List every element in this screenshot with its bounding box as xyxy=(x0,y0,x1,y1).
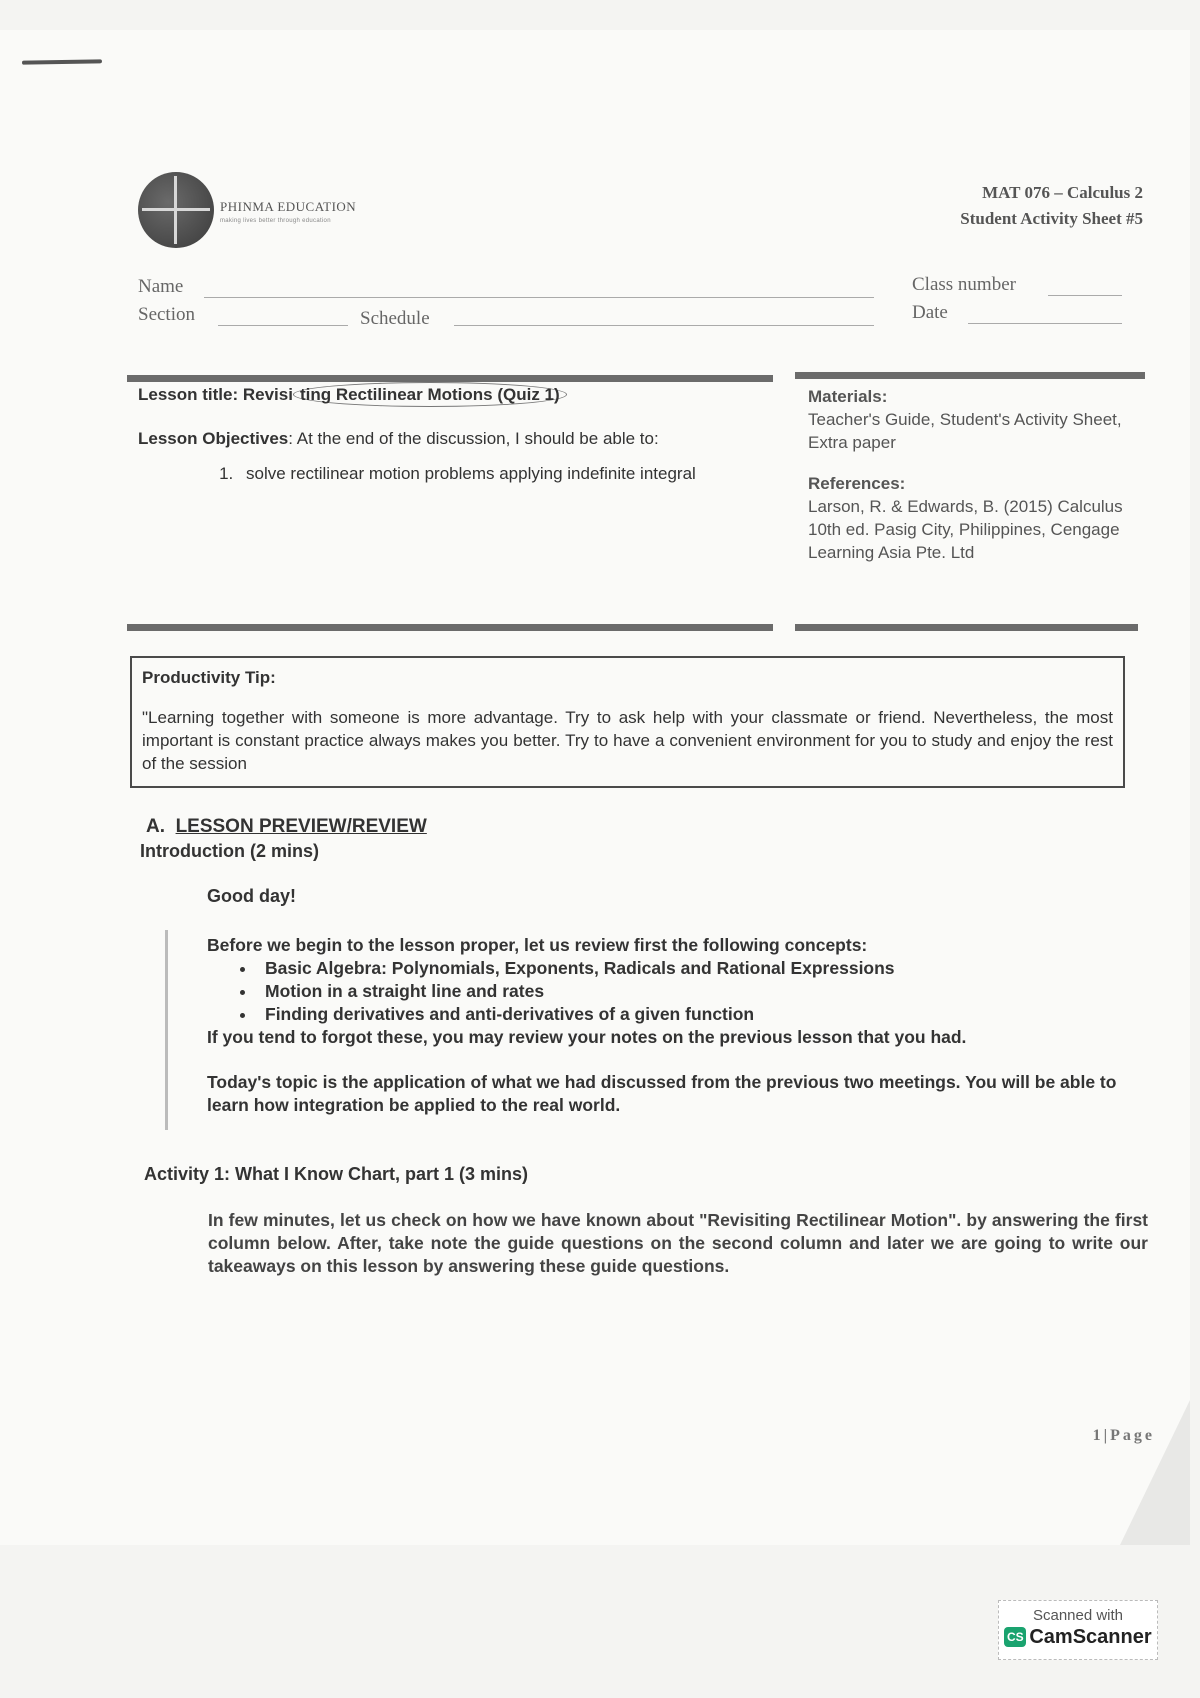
logo-tagline: making lives better through education xyxy=(220,218,331,224)
materials-references xyxy=(808,385,1128,564)
camscanner-name: CS CamScanner xyxy=(999,1626,1157,1649)
references-text: Larson, R. & Edwards, B. (2015) Calculus 10th ed. Pasig City, Philippines, Cengage Learning Asia Pte. Ltd xyxy=(808,497,1123,562)
greeting: Good day! xyxy=(207,886,296,906)
todays-topic: Today's topic is the application of what we had discussed from the previous two meetings. You will be able to learn how integration be applied to the real world. xyxy=(207,1072,1117,1115)
date-field[interactable] xyxy=(912,302,1132,328)
course-code: MAT 076 – Calculus 2 xyxy=(982,183,1143,202)
materials-label: Materials: xyxy=(808,387,888,406)
review-note: If you tend to forgot these, you may review your notes on the previous lesson that you had. xyxy=(207,1027,967,1047)
lesson-top-bar xyxy=(127,375,773,382)
page-fold xyxy=(1120,1400,1190,1545)
schedule-label: Schedule xyxy=(360,308,430,329)
logo-globe-icon xyxy=(138,172,214,248)
scanned-with-text: Scanned with xyxy=(1032,1607,1124,1624)
concept-item: • Motion in a straight line and rates xyxy=(257,980,1147,1003)
objective-item: 1. solve rectilinear motion problems applying indefinite integral xyxy=(238,462,763,485)
materials-bottom-bar xyxy=(795,624,1138,631)
materials-top-bar xyxy=(795,372,1145,379)
tip-body: "Learning together with someone is more advantage. Try to ask help with your classmate or friend. Nevertheless, the most important is constant practice always makes you better. Try to have a convenient environment for you to study and enjoy the rest of the session xyxy=(142,708,1113,773)
review-intro: Before we begin to the lesson proper, let us review first the following concepts: xyxy=(207,935,868,955)
page-number: 1|Page xyxy=(1092,1427,1155,1444)
lesson-objectives: Lesson Objectives: At the end of the discussion, I should be able to: xyxy=(138,429,659,448)
name-field[interactable] xyxy=(138,276,888,302)
references-label: References: xyxy=(808,474,906,493)
productivity-tip-box xyxy=(130,656,1125,788)
concept-item: • Finding derivatives and anti-derivatives of a given function xyxy=(257,1003,1147,1026)
review-block xyxy=(207,934,1147,1117)
phinma-logo xyxy=(138,172,398,252)
class-number-label: Class number xyxy=(912,274,1016,295)
sheet-title: Student Activity Sheet #5 xyxy=(960,209,1143,228)
name-label: Name xyxy=(138,276,184,297)
activity-1-body: In few minutes, let us check on how we have known about "Revisiting Rectilinear Motion". by answering the first column below. After, take note the guide questions on the second column and later we are going to write our takeaways on this lesson by answering these guide questions. xyxy=(208,1210,1148,1276)
section-field[interactable] xyxy=(138,304,888,330)
introduction-heading: Introduction (2 mins) xyxy=(140,841,319,861)
lesson-info xyxy=(138,385,763,485)
activity-1-heading: Activity 1: What I Know Chart, part 1 (3 mins) xyxy=(144,1164,529,1184)
tip-title: Productivity Tip: xyxy=(142,668,276,687)
margin-line xyxy=(165,930,168,1130)
concept-item: • Basic Algebra: Polynomials, Exponents, Radicals and Rational Expressions xyxy=(257,957,1147,980)
course-header xyxy=(960,180,1143,232)
date-label: Date xyxy=(912,302,948,323)
concepts-list xyxy=(207,957,1147,1026)
section-a-heading: A. LESSON PREVIEW/REVIEW xyxy=(146,816,427,837)
class-number-field[interactable] xyxy=(912,274,1132,300)
camscanner-logo-icon: CS xyxy=(1004,1627,1026,1647)
lesson-bottom-bar xyxy=(127,624,773,631)
logo-name: PHINMA EDUCATION xyxy=(220,199,357,214)
section-label: Section xyxy=(138,304,195,325)
camscanner-badge xyxy=(998,1600,1158,1660)
materials-text: Teacher's Guide, Student's Activity Sheet, Extra paper xyxy=(808,410,1122,452)
lesson-title: Lesson title: Revisi ting Rectilinear Motions (Quiz 1) xyxy=(138,385,763,405)
objectives-list xyxy=(138,462,763,485)
